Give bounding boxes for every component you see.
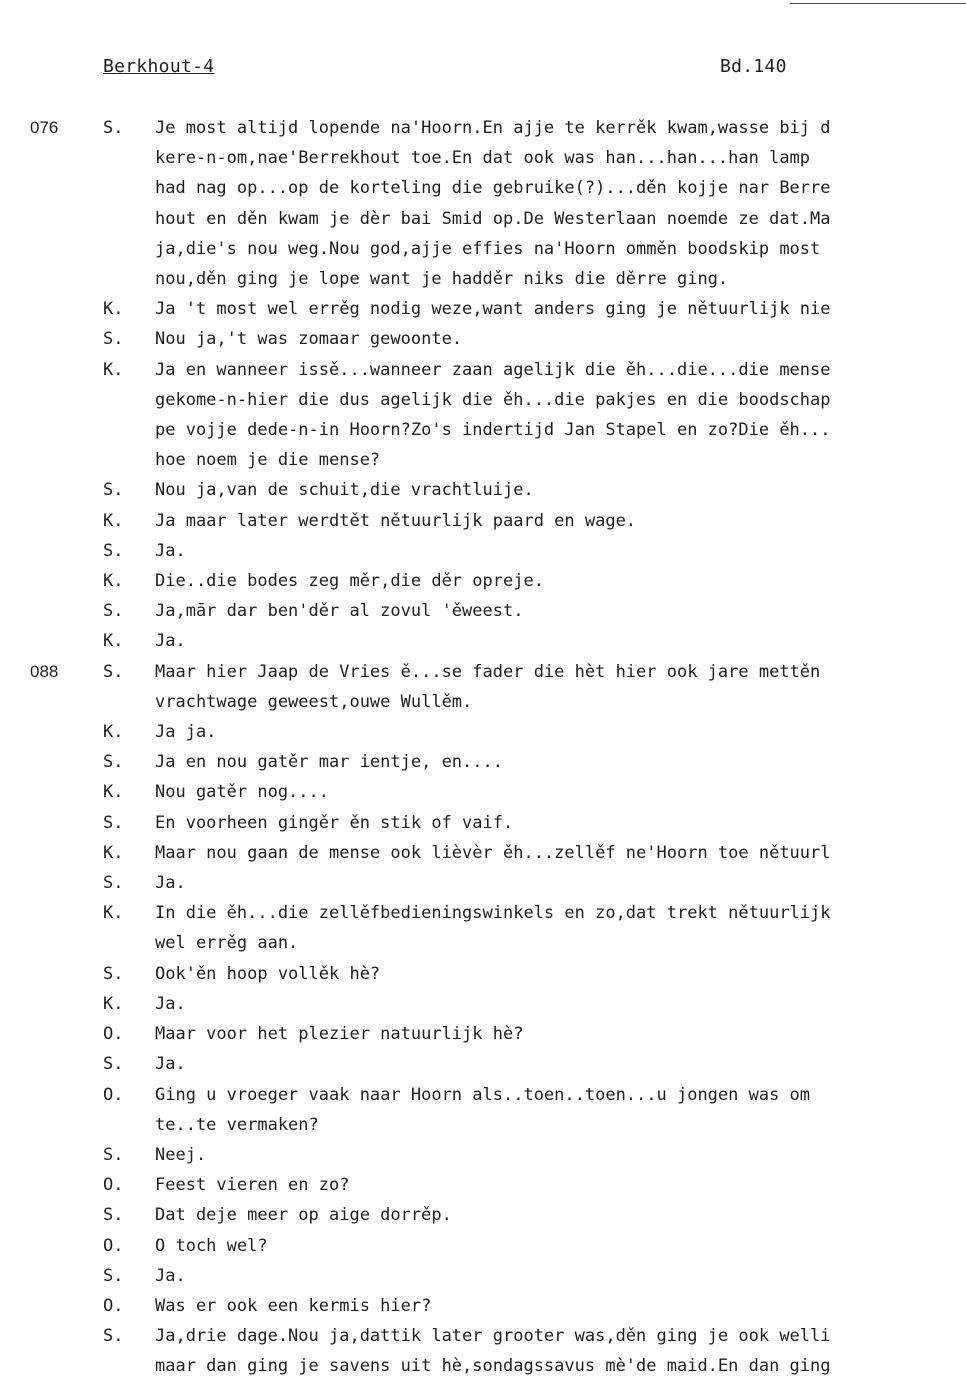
transcript-row [0,898,966,958]
counter-number [0,536,103,566]
transcript-row [0,1200,966,1230]
transcript-row [0,868,966,898]
page-header-title: Berkhout-4 [103,56,215,77]
utterance-text [155,1019,966,1049]
counter-number [0,294,103,324]
speaker-label: K. [103,571,124,592]
utterance-line: Ja,drie dage.Nou ja,dattik later grooter was,děn ging je ook welli [155,1326,831,1347]
page-header-reference: Bd.140 [720,56,787,77]
utterance-text [155,808,966,838]
transcript-row [0,1231,966,1261]
utterance-line: En voorheen gingěr ěn stik of vaif. [155,812,514,833]
utterance-line: Ja en wanneer issě...wanneer zaan agelijk die ěh...die...die mense [155,359,831,380]
utterance-text [155,747,966,777]
utterance-line: Neej. [155,1144,207,1165]
counter-number [0,808,103,838]
utterance-line: Je most altijd lopende na'Hoorn.En ajje te kerrěk kwam,wasse bij d [155,118,831,138]
utterance-line: Ja ja. [155,722,217,743]
transcript-row [0,808,966,838]
utterance-line: Ja. [155,1054,186,1075]
utterance-line: Maar nou gaan de mense ook lièvèr ěh...zellěf ne'Hoorn toe nětuurl [155,842,831,863]
utterance-text [155,1321,966,1377]
utterance-text [155,1080,966,1140]
utterance-text [155,596,966,626]
speaker-label: O. [103,1295,124,1316]
counter-number [0,777,103,807]
transcript-row [0,355,966,476]
counter-number [0,959,103,989]
utterance-line: Ging u vroeger vaak naar Hoorn als..toen..toen...u jongen was om [155,1084,811,1105]
speaker-label: O. [103,1024,124,1045]
speaker-label: S. [103,601,124,622]
counter-number [0,1200,103,1230]
utterance-line: Ja 't most wel errěg nodig weze,want anders ging je nětuurlijk nie [155,299,831,320]
transcript-row [0,294,966,324]
counter-number [0,1049,103,1079]
utterance-text [155,898,966,958]
speaker-label: S. [103,1205,124,1226]
utterance-line: Ja maar later werdtět nětuurlijk paard en wage. [155,510,637,531]
transcript-row [0,113,966,294]
utterance-line: Maar hier Jaap de Vries ě...se fader die hèt hier ook jare mettěn [155,661,821,682]
speaker-label: K. [103,359,124,380]
utterance-text [155,566,966,596]
utterance-text [155,1200,966,1230]
speaker-label: K. [103,903,124,924]
utterance-line: pe vojje dede-n-in Hoorn?Zo's indertijd Jan Stapel en zo?Die ěh... [155,420,831,441]
utterance-line: hoe noem je die mense? [155,450,381,471]
transcript-row [0,959,966,989]
counter-number [0,1291,103,1321]
utterance-text [155,717,966,747]
speaker-label: S. [103,661,124,682]
utterance-text [155,777,966,807]
counter-number [0,717,103,747]
counter-number [0,1231,103,1261]
transcript-row [0,1261,966,1291]
utterance-line: ja,die's nou weg.Nou god,ajje effies na'Hoorn omměn boodskip most [155,238,821,259]
utterance-line: Ja. [155,1265,186,1286]
transcript-row [0,1080,966,1140]
speaker-label: S. [103,1144,124,1165]
transcript-row [0,747,966,777]
transcript-row [0,626,966,656]
speaker-label: S. [103,873,124,894]
transcript-row [0,596,966,626]
utterance-line: Ja. [155,631,186,652]
utterance-text [155,294,966,324]
speaker-label: K. [103,631,124,652]
utterance-line: Ja en nou gatěr mar ientje, en.... [155,752,503,773]
utterance-line: Ja,mār dar ben'děr al zovul 'ěweest. [155,601,524,622]
counter-number [0,596,103,626]
utterance-line: Die..die bodes zeg měr,die děr opreje. [155,571,544,592]
transcript-row [0,475,966,505]
utterance-text [155,324,966,354]
counter-number [0,324,103,354]
transcript-body [0,113,966,1377]
speaker-label: K. [103,993,124,1014]
utterance-text [155,626,966,656]
transcript-row [0,717,966,747]
utterance-line: Was er ook een kermis hier? [155,1295,432,1316]
counter-number [0,355,103,385]
utterance-line: Ja. [155,540,186,561]
utterance-text [155,1291,966,1321]
utterance-text [155,1049,966,1079]
counter-number [0,838,103,868]
transcript-row [0,657,966,717]
speaker-label: S. [103,812,124,833]
counter-number [0,1261,103,1291]
utterance-text [155,868,966,898]
speaker-label: S. [103,1326,124,1347]
counter-number: 088 [30,661,59,681]
counter-number [0,747,103,777]
transcript-row [0,777,966,807]
utterance-text [155,475,966,505]
utterance-text [155,1170,966,1200]
utterance-line: hout en děn kwam je dèr bai Smid op.De Westerlaan noemde ze dat.Ma [155,208,831,229]
utterance-text [155,989,966,1019]
counter-number [0,989,103,1019]
transcript-row [0,989,966,1019]
speaker-label: S. [103,118,124,138]
counter-number [0,626,103,656]
utterance-text [155,113,966,294]
utterance-text [155,1261,966,1291]
transcript-row [0,1291,966,1321]
speaker-label: S. [103,752,124,773]
speaker-label: O. [103,1084,124,1105]
utterance-line: In die ěh...die zellěfbedieningswinkels en zo,dat trekt nětuurlijk [155,903,831,924]
speaker-label: S. [103,1054,124,1075]
utterance-line: Ook'ěn hoop vollěk hè? [155,963,381,984]
transcript-row [0,838,966,868]
speaker-label: K. [103,782,124,803]
counter-number [0,566,103,596]
counter-number [0,1170,103,1200]
utterance-line: O toch wel? [155,1235,268,1256]
counter-number [0,1140,103,1170]
transcript-row [0,1140,966,1170]
counter-number [0,1019,103,1049]
utterance-line: Ja. [155,873,186,894]
transcript-row [0,1170,966,1200]
utterance-line: Nou ja,'t was zomaar gewoonte. [155,329,463,350]
utterance-line: nou,děn ging je lope want je hadděr niks die děrre ging. [155,269,729,290]
speaker-label: S. [103,963,124,984]
utterance-text [155,355,966,476]
utterance-line: gekome-n-hier die dus agelijk die ěh...die pakjes en die boodschap [155,389,831,410]
utterance-line: Feest vieren en zo? [155,1175,350,1196]
utterance-text [155,506,966,536]
utterance-text [155,838,966,868]
utterance-line: Dat deje meer op aige dorrěp. [155,1205,452,1226]
speaker-label: K. [103,510,124,531]
utterance-line: kere-n-om,nae'Berrekhout toe.En dat ook was han...han...han lamp [155,148,811,169]
counter-number [0,868,103,898]
utterance-text [155,1231,966,1261]
utterance-line: maar dan ging je savens uit hè,sondagssavus mè'de maid.En dan ging [155,1356,831,1377]
speaker-label: K. [103,299,124,320]
speaker-label: O. [103,1235,124,1256]
utterance-line: had nag op...op de korteling die gebruike(?)...děn kojje nar Berre [155,178,831,199]
transcript-row [0,1049,966,1079]
counter-number [0,1080,103,1110]
utterance-text [155,959,966,989]
transcript-row [0,566,966,596]
counter-number [0,506,103,536]
transcript-row [0,324,966,354]
speaker-label: S. [103,540,124,561]
speaker-label: K. [103,722,124,743]
speaker-label: K. [103,842,124,863]
transcript-row [0,1019,966,1049]
counter-number: 076 [30,118,59,137]
utterance-line: Nou gatěr nog.... [155,782,329,803]
counter-number [0,475,103,505]
utterance-line: Maar voor het plezier natuurlijk hè? [155,1024,524,1045]
utterance-line: wel errěg aan. [155,933,299,954]
transcript-row [0,506,966,536]
counter-number [0,898,103,928]
speaker-label: S. [103,329,124,350]
speaker-label: S. [103,480,124,501]
utterance-line: Nou ja,van de schuit,die vrachtluije. [155,480,534,501]
speaker-label: S. [103,1265,124,1286]
utterance-line: Ja. [155,993,186,1014]
transcript-row [0,1321,966,1377]
utterance-text [155,657,966,717]
counter-number [0,1321,103,1351]
speaker-label: O. [103,1175,124,1196]
utterance-text [155,1140,966,1170]
transcript-row [0,536,966,566]
utterance-text [155,536,966,566]
top-rule [790,3,966,4]
utterance-line: te..te vermaken? [155,1114,319,1135]
utterance-line: vrachtwage geweest,ouwe Wullěm. [155,691,473,712]
